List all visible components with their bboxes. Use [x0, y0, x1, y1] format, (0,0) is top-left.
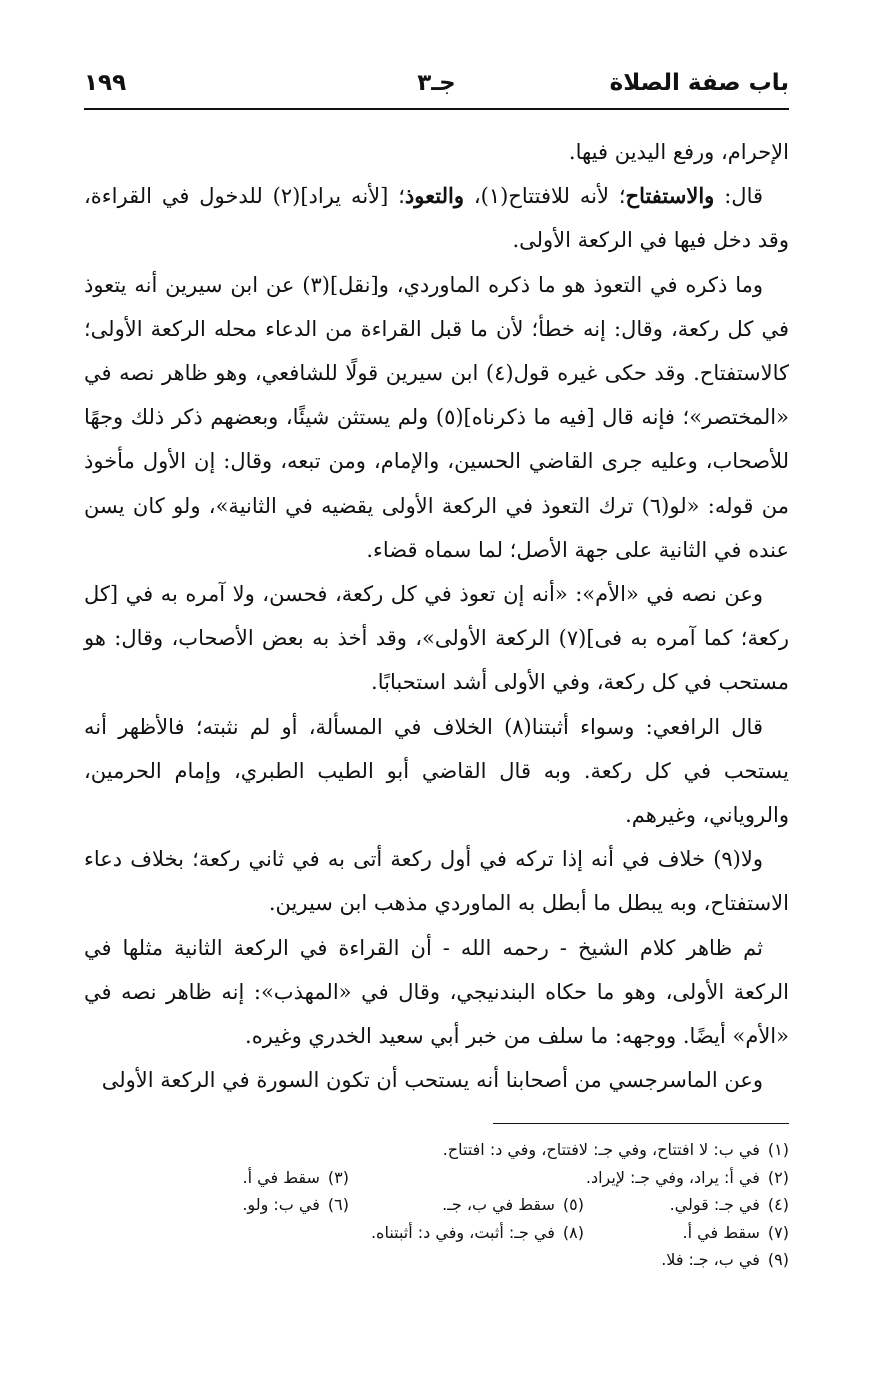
text-run: وما ذكره في التعوذ هو ما ذكره الماوردي، و[نقل] — [329, 272, 763, 297]
running-header — [84, 62, 789, 106]
footnote-item — [661, 1246, 789, 1274]
volume-label: جـ٣ — [417, 70, 456, 96]
paragraph — [84, 263, 789, 572]
paragraph — [84, 174, 789, 262]
footnote-number: (٨) — [562, 1222, 584, 1242]
main-text — [84, 130, 789, 1102]
footnote-ref[interactable]: (١) — [480, 184, 509, 209]
footnote-row — [84, 1164, 789, 1192]
text-run: ؛ [لأنه يراد] — [300, 184, 405, 209]
text-run: ، — [463, 184, 481, 209]
paragraph — [84, 1058, 789, 1102]
footnote-text: في جـ: أثبت، وفي د: أثبتناه. — [370, 1222, 555, 1242]
footnote-rule — [493, 1123, 789, 1124]
footnote-number: (٢) — [767, 1167, 789, 1187]
text-run: ولا — [740, 847, 763, 872]
footnote-ref[interactable]: (٧) — [558, 626, 587, 651]
footnote-text: في أ: يراد، وفي جـ: لإيراد. — [585, 1167, 760, 1187]
page-number: ١٩٩ — [84, 70, 127, 96]
text-run: قال: — [714, 184, 764, 209]
bold-term: والاستفتاح — [625, 183, 715, 209]
text-run: ؛ لأنه للافتتاح — [508, 184, 626, 209]
text-run: خلاف في أنه إذا تركه في أول ركعة أتى به في ثاني ركعة؛ بخلاف دعاء الاستفتاح، وبه يبطل ما أبطل به الماوردي مذهب ابن سيرين. — [84, 847, 789, 916]
text-run: عن ابن سيرين أنه يتعوذ في كل ركعة، وقال: إنه خطأ؛ لأن ما قبل القراءة من الدعاء محله الركعة الأولى؛ كالاستفتاح. وقد حكى غيره قول — [84, 272, 789, 386]
text-run: الإحرام، ورفع اليدين فيها. — [568, 140, 789, 164]
footnote-item — [584, 1191, 789, 1219]
footnote-row — [84, 1136, 789, 1164]
footnote-number: (٣) — [327, 1167, 349, 1187]
footnote-ref[interactable]: (٤) — [485, 361, 514, 386]
footnote-text: في ب: ولو. — [242, 1195, 320, 1214]
footnote-item — [242, 1191, 349, 1219]
text-run: وعن الماسرجسي من أصحابنا أنه يستحب أن تكون السورة في الركعة الأولى — [101, 1068, 763, 1093]
text-run: وعن نصه في «الأم»: «أنه إن تعوذ في كل ركعة، فحسن، ولا آمره به في [كل ركعة؛ كما آمره به فى] — [84, 582, 790, 651]
footnote-ref[interactable]: (٣) — [302, 272, 330, 297]
footnote-number: (٥) — [562, 1195, 584, 1214]
footnote-number: (١) — [767, 1140, 789, 1159]
chapter-title: باب صفة الصلاة — [609, 70, 789, 96]
footnote-text: في ب: لا افتتاح، وفي جـ: لافتتاح، وفي د: افتتاح. — [442, 1140, 760, 1159]
footnote-item — [443, 1136, 789, 1164]
footnote-item — [243, 1164, 349, 1192]
text-run: الخلاف في المسألة، أو لم نثبته؛ فالأظهر أنه يستحب في كل ركعة. وبه قال القاضي أبو الطيب الطبري، وإمام الحرمين، والروياني، وغيرهم. — [84, 714, 789, 828]
text-run: قال الرافعي: وسواء أثبتنا — [531, 714, 763, 739]
footnote-text: سقط في ب، جـ. — [442, 1195, 555, 1214]
paragraph — [84, 926, 789, 1059]
footnote-number: (٤) — [767, 1195, 789, 1214]
footnote-text: سقط في أ. — [682, 1222, 760, 1242]
paragraph — [84, 837, 789, 925]
footnote-ref[interactable]: (٨) — [504, 714, 532, 739]
footnote-item — [584, 1219, 789, 1247]
footnote-item — [349, 1164, 789, 1192]
text-run: للدخول في القراءة، وقد دخل فيها في الركعة الأولى. — [84, 184, 789, 253]
text-run: الركعة الأولى»، وقد أخذ به بعض الأصحاب، وقال: هو مستحب في كل ركعة، وفي الأولى أشد استحبابًا. — [84, 626, 789, 695]
footnote-ref[interactable]: (٢) — [272, 184, 301, 209]
footnote-row — [84, 1246, 789, 1274]
footnote-row — [84, 1191, 789, 1219]
header-rule — [84, 108, 789, 110]
bold-term: والتعوذ — [404, 183, 464, 209]
text-run: ابن سيرين قولًا للشافعي، وهو ظاهر نصه في «المختصر»؛ فإنه قال [فيه ما ذكرناه] — [84, 361, 789, 430]
footnotes — [84, 1136, 789, 1274]
footnote-text: في جـ: قولي. — [669, 1195, 760, 1214]
footnote-text: في ب، جـ: فلا. — [661, 1250, 760, 1269]
footnote-ref[interactable]: (٦) — [641, 493, 670, 518]
footnote-number: (٦) — [327, 1195, 349, 1214]
paragraph — [84, 130, 789, 174]
footnote-text: سقط في أ. — [242, 1167, 320, 1187]
paragraph — [84, 705, 789, 838]
text-run: ثم ظاهر كلام الشيخ - رحمه الله - أن القراءة في الركعة الثانية مثلها في الركعة الأولى، وهو ما حكاه البندنيجي، وقال في «المهذب»: إنه ظاهر نصه في «الأم» أيضًا. ووجهه: ما سلف من خبر أبي سعيد الخدري وغيره. — [84, 935, 789, 1049]
footnote-item — [349, 1191, 584, 1219]
footnote-row — [84, 1219, 789, 1247]
footnote-ref[interactable]: (٩) — [713, 847, 741, 872]
footnote-number: (٩) — [767, 1250, 789, 1269]
text-run: ولم يستثن شيئًا، وبعضهم ذكر ذلك وجهًا للأصحاب، وعليه جرى القاضي الحسين، والإمام، ومن تبعه، وقال: إن الأول مأخوذ من قوله: «لو — [84, 405, 789, 518]
footnote-number: (٧) — [767, 1222, 789, 1242]
text-run: ترك التعوذ في الركعة الأولى يقضيه في الثانية»، ولو كان يسن عنده في الثانية على جهة الأصل؛ لما سماه قضاء. — [84, 493, 789, 562]
paragraph — [84, 572, 789, 705]
footnote-item — [371, 1219, 584, 1247]
footnote-ref[interactable]: (٥) — [435, 405, 464, 430]
